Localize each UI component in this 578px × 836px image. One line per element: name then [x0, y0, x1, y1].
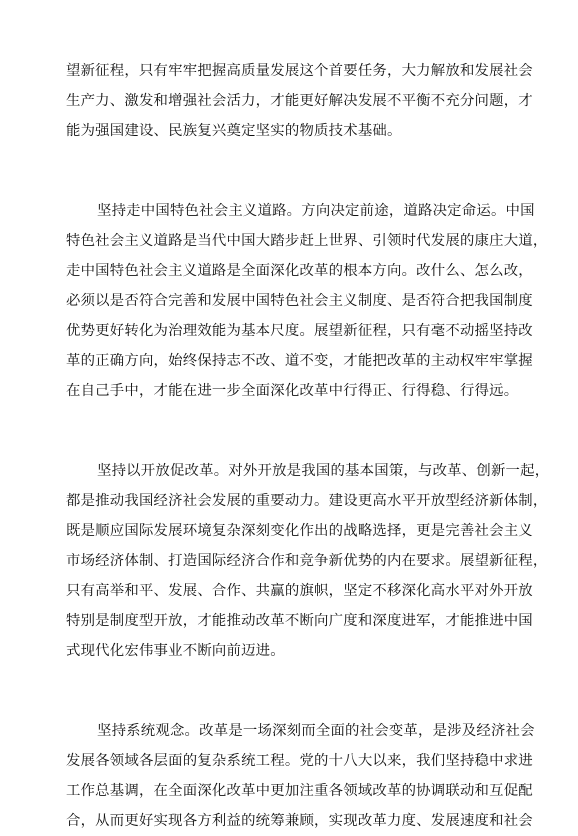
- text-line: 望新征程，只有牢牢把握高质量发展这个首要任务，大力解放和发展社会: [66, 63, 533, 79]
- text-line: 生产力、激发和增强社会活力，才能更好解决发展不平衡不充分问题，才: [66, 93, 533, 109]
- text-line: 特色社会主义道路是当代中国大踏步赶上世界、引领时代发展的康庄大道，: [66, 233, 548, 249]
- text-line: 式现代化宏伟事业不断向前迈进。: [66, 643, 285, 659]
- paragraph-2: [66, 196, 548, 406]
- paragraph-4: [66, 716, 535, 836]
- text-line: 合，从而更好实现各方利益的统筹兼顾，实现改革力度、发展速度和社会: [66, 813, 533, 829]
- text-line: 工作总基调，在全面深化改革中更加注重各领域改革的协调联动和互促配: [66, 783, 533, 799]
- text-line: 走中国特色社会主义道路是全面深化改革的根本方向。改什么、怎么改，: [66, 263, 533, 279]
- text-line: 坚持系统观念。改革是一场深刻而全面的社会变革，是涉及经济社会: [97, 723, 535, 739]
- text-line: 坚持以开放促改革。对外开放是我国的基本国策，与改革、创新一起，: [97, 463, 550, 479]
- text-line: 革的正确方向，始终保持志不改、道不变，才能把改革的主动权牢牢掌握: [66, 353, 533, 369]
- text-line: 只有高举和平、发展、合作、共赢的旗帜，坚定不移深化高水平对外开放: [66, 583, 533, 599]
- text-line: 优势更好转化为治理效能为基本尺度。展望新征程，只有毫不动摇坚持改: [66, 323, 533, 339]
- text-line: 既是顺应国际发展环境复杂深刻变化作出的战略选择，更是完善社会主义: [66, 523, 533, 539]
- text-line: 在自己手中，才能在进一步全面深化改革中行得正、行得稳、行得远。: [66, 383, 519, 399]
- text-line: 特别是制度型开放，才能推动改革不断向广度和深度进军，才能推进中国: [66, 613, 533, 629]
- text-line: 发展各领域各层面的复杂系统工程。党的十八大以来，我们坚持稳中求进: [66, 753, 533, 769]
- text-line: 都是推动我国经济社会发展的重要动力。建设更高水平开放型经济新体制，: [66, 493, 548, 509]
- text-line: 能为强国建设、民族复兴奠定坚实的物质技术基础。: [66, 123, 402, 139]
- paragraph-1: [66, 56, 533, 146]
- text-line: 必须以是否符合完善和发展中国特色社会主义制度、是否符合把我国制度: [66, 293, 533, 309]
- paragraph-3: [66, 456, 550, 666]
- text-line: 市场经济体制、打造国际经济合作和竞争新优势的内在要求。展望新征程，: [66, 553, 548, 569]
- text-line: 坚持走中国特色社会主义道路。方向决定前途，道路决定命运。中国: [97, 203, 535, 219]
